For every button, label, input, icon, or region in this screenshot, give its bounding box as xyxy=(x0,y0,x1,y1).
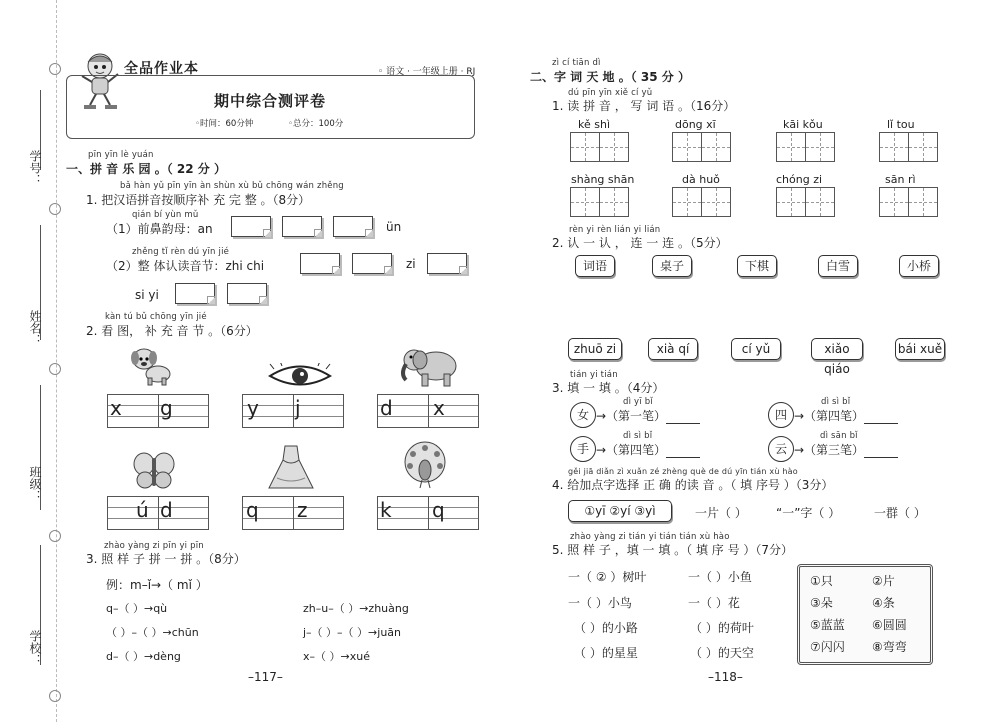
word-pinyin: dōng xī xyxy=(675,118,716,131)
q3-example: 例：m–ǐ→（ mǐ ） xyxy=(106,578,208,592)
word-pinyin: shàng shān xyxy=(571,173,635,186)
writing-cell[interactable] xyxy=(570,132,600,162)
char-circle: 云 xyxy=(768,436,794,462)
stroke-item[interactable] xyxy=(794,407,898,424)
char-circle: 手 xyxy=(570,436,596,462)
measure-item[interactable]: 一（ ）小鸟 xyxy=(568,596,632,610)
grid-letter: z xyxy=(297,498,308,522)
grid-letter: d xyxy=(380,396,393,420)
grid-letter: y xyxy=(247,396,259,420)
writing-cell[interactable] xyxy=(701,187,731,217)
grid-letter: g xyxy=(160,396,173,420)
word-card[interactable]: 词语 xyxy=(575,255,615,277)
word-pinyin: chóng zi xyxy=(776,173,823,186)
answer-box[interactable] xyxy=(427,253,467,274)
q3-item[interactable]: d–（ ）→dèng xyxy=(106,650,181,663)
q1-text: 1. 把汉语拼音按顺序补 充 完 整 。（8分） xyxy=(86,193,311,207)
word-pinyin: kě shì xyxy=(578,118,611,131)
q4-text: 4. 给加点字选择 正 确 的读 音 。（ 填 序号 ）（3分） xyxy=(552,478,834,492)
char-circle: 女 xyxy=(570,402,596,428)
dress-icon xyxy=(267,444,315,490)
q3-pinyin: zhào yàng zi pīn yi pīn xyxy=(104,541,204,551)
measure-item[interactable]: 一（ ）花 xyxy=(688,596,740,610)
stroke-item[interactable] xyxy=(794,441,898,458)
pinyin-grid xyxy=(242,394,344,428)
writing-cell[interactable] xyxy=(672,132,702,162)
page-title: 期中综合测评卷 xyxy=(214,92,327,110)
section-title: 一、拼 音 乐 园 。（ 22 分 ） xyxy=(66,162,226,176)
word-bank-item: ⑧弯弯 xyxy=(872,640,907,654)
time-text: 时间：60分钟 xyxy=(200,119,254,129)
measure-item[interactable]: （ ）的小路 xyxy=(574,621,638,635)
grid-letter: j xyxy=(295,396,301,420)
char-circle: 四 xyxy=(768,402,794,428)
grid-letter: q xyxy=(432,498,445,522)
word-bank-item: ④条 xyxy=(872,596,895,610)
subject-info: ◦ 语文 · 一年级上册 · RJ xyxy=(378,67,476,77)
answer-box[interactable] xyxy=(352,253,392,274)
word-bank xyxy=(797,564,933,665)
q1-sub1-end: ün xyxy=(386,220,402,234)
reading-item[interactable]: 一片（ ） xyxy=(695,506,747,520)
q5-text: 5. 照 样 子 ，填 一 填 。（ 填 序 号 ）（7分） xyxy=(552,543,794,557)
pinyin-card[interactable]: xià qí xyxy=(648,338,698,360)
binding-hole xyxy=(49,63,61,75)
binding-line xyxy=(56,0,57,722)
binding-hole xyxy=(49,203,61,215)
page-number: –117– xyxy=(248,670,283,684)
writing-cell[interactable] xyxy=(805,187,835,217)
student-id-label: 学号： xyxy=(28,150,42,186)
word-bank-item: ⑥圆圆 xyxy=(872,618,907,632)
word-pinyin: lǐ tou xyxy=(887,118,915,131)
pinyin-grid xyxy=(107,394,209,428)
answer-line[interactable] xyxy=(666,411,700,424)
answer-box[interactable] xyxy=(282,216,322,237)
stroke-pinyin: dì sì bǐ xyxy=(821,397,851,407)
q1-sub2-row2: si yi xyxy=(135,288,159,302)
pinyin-grid xyxy=(377,496,479,530)
answer-line[interactable] xyxy=(666,445,700,458)
q3-item[interactable]: （ ）–（ ）→chūn xyxy=(106,626,199,639)
binding-hole xyxy=(49,690,61,702)
answer-box[interactable] xyxy=(227,283,267,304)
reading-options: ①yī ②yí ③yì xyxy=(568,500,672,522)
word-card[interactable]: 小桥 xyxy=(899,255,939,277)
answer-line[interactable] xyxy=(864,445,898,458)
binding-hole xyxy=(49,530,61,542)
stroke-label: →（第四笔） xyxy=(596,443,667,457)
q5-pinyin: zhào yàng zi tián yi tián tián xù hào xyxy=(570,532,730,542)
q2-text: 2. 看 图， 补 充 音 节 。（6分） xyxy=(86,324,258,338)
writing-cell[interactable] xyxy=(805,132,835,162)
grid-letter: x xyxy=(110,396,122,420)
stroke-item[interactable] xyxy=(596,407,700,424)
stroke-item[interactable] xyxy=(596,441,700,458)
answer-line[interactable] xyxy=(864,411,898,424)
measure-item[interactable]: （ ）的荷叶 xyxy=(690,621,754,635)
stroke-label: →（第一笔） xyxy=(596,409,667,423)
q1-sub2-text: （2）整 体认读音节：zhi chi xyxy=(106,259,265,273)
q1-sub1-text: （1）前鼻韵母：an xyxy=(106,222,213,236)
word-bank-item: ①只 xyxy=(810,574,833,588)
answer-box[interactable] xyxy=(231,216,271,237)
dog-icon xyxy=(128,346,174,386)
eye-icon xyxy=(268,363,332,389)
school-label: 学校： xyxy=(28,630,42,666)
score-text: 总分：100分 xyxy=(293,119,344,129)
class-label: 班级： xyxy=(28,466,42,502)
section-pinyin-annotation: zì cí tiān dì xyxy=(552,58,601,68)
word-bank-item: ⑦闪闪 xyxy=(810,640,845,654)
butterfly-icon xyxy=(133,450,175,490)
subject-text: 语文 · 一年级上册 · RJ xyxy=(386,67,476,77)
q3-item[interactable]: x–（ ）→xué xyxy=(303,650,370,663)
word-card[interactable]: 桌子 xyxy=(652,255,692,277)
q1-sub2-pinyin: zhěng tǐ rèn dú yīn jié xyxy=(132,247,230,257)
answer-box[interactable] xyxy=(175,283,215,304)
stroke-pinyin: dì sān bǐ xyxy=(820,431,858,441)
pinyin-card[interactable]: xiǎo qiáo xyxy=(811,338,863,360)
stroke-pinyin: dì yī bǐ xyxy=(623,397,653,407)
stroke-label: →（第三笔） xyxy=(794,443,865,457)
word-pinyin: kāi kǒu xyxy=(783,118,823,131)
q2-pinyin: rèn yi rèn lián yi lián xyxy=(569,225,661,235)
stroke-label: →（第四笔） xyxy=(794,409,865,423)
score-info: ◦总分：100分 xyxy=(288,119,344,129)
q3-item[interactable]: j–（ ）–（ ）→juān xyxy=(303,626,402,639)
word-bank-item: ③朵 xyxy=(810,596,833,610)
q3-item[interactable]: q–（ ）→qù xyxy=(106,602,168,615)
grid-letter: d xyxy=(160,498,173,522)
pinyin-grid xyxy=(242,496,344,530)
measure-item[interactable]: （ ）的星星 xyxy=(574,646,638,660)
q4-pinyin: gěi jiā diǎn zì xuǎn zé zhèng què de dú yīn tián xù hào xyxy=(568,467,798,476)
writing-cell[interactable] xyxy=(599,187,629,217)
section-pinyin-annotation: pīn yīn lè yuán xyxy=(88,150,154,160)
brand-logo: 全品作业本 xyxy=(124,61,199,77)
writing-cell[interactable] xyxy=(879,132,909,162)
writing-cell[interactable] xyxy=(776,187,806,217)
q3-text: 3. 照 样 子 拼 一 拼 。（8分） xyxy=(86,552,246,566)
writing-cell[interactable] xyxy=(908,187,938,217)
writing-cell[interactable] xyxy=(599,132,629,162)
grid-letter: q xyxy=(246,498,259,522)
q1-sub1-pinyin: qián bí yùn mǔ xyxy=(132,210,199,220)
q3-pinyin: tián yi tián xyxy=(570,370,618,380)
answer-box[interactable] xyxy=(333,216,373,237)
measure-item[interactable]: （ ）的天空 xyxy=(690,646,754,660)
grid-letter: ú xyxy=(136,498,149,522)
writing-cell[interactable] xyxy=(701,132,731,162)
q3-text: 3. 填 一 填 。（4分） xyxy=(552,381,665,395)
word-pinyin: sān rì xyxy=(885,173,916,186)
binding-hole xyxy=(49,363,61,375)
q1-text: 1. 读 拼 音 ， 写 词 语 。（16分） xyxy=(552,99,736,113)
q2-pinyin: kàn tú bǔ chōng yīn jié xyxy=(105,312,207,322)
page-number: –118– xyxy=(708,670,743,684)
measure-item[interactable]: 一（ ② ）树叶 xyxy=(568,570,647,584)
reading-item[interactable]: 一群（ ） xyxy=(874,506,926,520)
section-title: 二、字 词 天 地 。（ 35 分 ） xyxy=(530,70,690,84)
grid-letter: k xyxy=(380,498,392,522)
pinyin-card[interactable]: zhuō zi xyxy=(568,338,622,360)
word-card[interactable]: 白雪 xyxy=(818,255,858,277)
pinyin-grid xyxy=(377,394,479,428)
measure-item[interactable]: 一（ ）小鱼 xyxy=(688,570,752,584)
q3-item[interactable]: zh–u–（ ）→zhuàng xyxy=(303,602,409,615)
q1-pinyin: dú pīn yīn xiě cí yǔ xyxy=(568,88,653,98)
reading-item[interactable]: “一”字（ ） xyxy=(776,506,841,520)
writing-cell[interactable] xyxy=(879,187,909,217)
name-label: 姓名： xyxy=(28,310,42,346)
elephant-icon xyxy=(398,344,462,388)
writing-cell[interactable] xyxy=(672,187,702,217)
word-bank-item: ②片 xyxy=(872,574,895,588)
pinyin-card[interactable]: cí yǔ xyxy=(731,338,781,360)
word-pinyin: dà huǒ xyxy=(682,173,720,186)
peacock-icon xyxy=(400,440,450,490)
word-card[interactable]: 下棋 xyxy=(737,255,777,277)
writing-cell[interactable] xyxy=(570,187,600,217)
q2-text: 2. 认 一 认 ， 连 一 连 。（5分） xyxy=(552,236,728,250)
grid-letter: x xyxy=(433,396,445,420)
word-bank-item: ⑤蓝蓝 xyxy=(810,618,845,632)
writing-cell[interactable] xyxy=(776,132,806,162)
stroke-pinyin: dì sì bǐ xyxy=(623,431,653,441)
time-info: ◦时间：60分钟 xyxy=(195,119,254,129)
q1-sub2-mid: zi xyxy=(406,257,416,271)
q1-pinyin: bǎ hàn yǔ pīn yīn àn shùn xù bǔ chōng wán zhěng xyxy=(120,181,344,191)
pinyin-grid xyxy=(107,496,209,530)
pinyin-card[interactable]: bái xuě xyxy=(895,338,945,360)
writing-cell[interactable] xyxy=(908,132,938,162)
answer-box[interactable] xyxy=(300,253,340,274)
